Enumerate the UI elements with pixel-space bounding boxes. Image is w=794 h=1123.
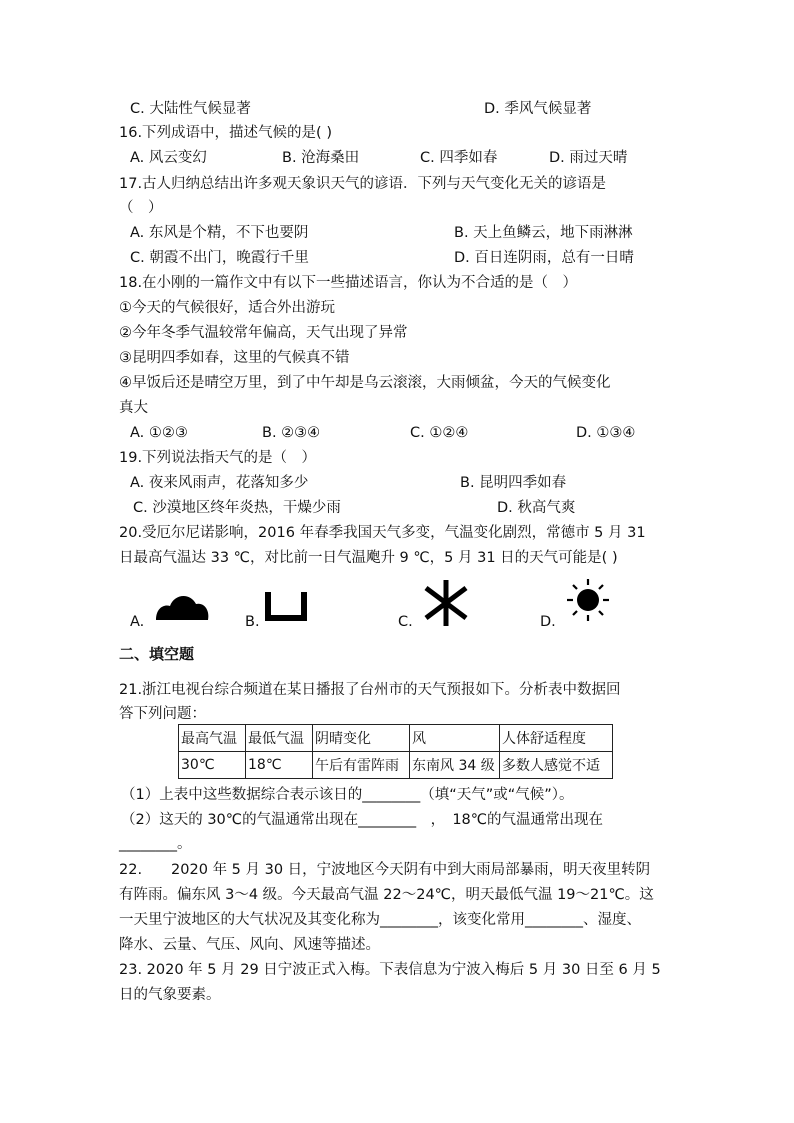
table-cell: 30℃: [179, 752, 246, 779]
q19-option-d: D. 秋高气爽: [497, 500, 576, 516]
q18-option-a: A. ①②③: [130, 425, 188, 441]
section-heading-fill-in: 二、填空题: [119, 645, 195, 663]
q18-item-2: ②今年冬季气温较常年偏高，天气出现了异常: [119, 325, 408, 341]
table-header-row: [179, 725, 613, 752]
q15-option-d: D. 季风气候显著: [484, 101, 592, 117]
q16-option-d: D. 雨过天晴: [549, 150, 628, 166]
table-cell: 东南风 34 级: [410, 752, 500, 779]
q19-option-c: C. 沙漠地区终年炎热，干燥少雨: [133, 500, 341, 516]
q20-option-b-label: B.: [245, 614, 260, 630]
q20-stem-cont: 日最高气温达 33 ℃，对比前一日气温飑升 9 ℃，5 月 31 日的天气可能是( ): [119, 550, 618, 566]
q17-option-d: D. 百日连阴雨，总有一日晴: [454, 250, 634, 266]
q19-option-b: B. 昆明四季如春: [460, 475, 567, 491]
overcast-icon: [262, 590, 310, 624]
q17-stem: 17.古人归纳总结出许多观天象识天气的谚语．下列与天气变化无关的谚语是: [119, 176, 607, 192]
table-header-cell: 最高气温: [179, 725, 246, 752]
q16-option-a: A. 风云变幻: [130, 150, 207, 166]
q20-option-a-label: A.: [130, 614, 145, 630]
q17-option-a: A. 东风是个精，不下也要阴: [130, 225, 309, 241]
q22-line-4: 降水、云量、气压、风向、风速等描述。: [119, 937, 380, 953]
q18-option-c: C. ①②④: [410, 425, 469, 441]
q19-stem: 19.下列说法指天气的是（ ）: [119, 450, 317, 466]
q17-option-b: B. 天上鱼鳞云，地下雨淋淋: [454, 225, 633, 241]
q18-item-1: ①今天的气候很好，适合外出游玩: [119, 300, 335, 316]
q22-line-3: 一天里宁波地区的大气状况及其变化称为________，该变化常用________、湿度、: [119, 912, 641, 928]
q22-line-2: 有阵雨。偏东风 3～4 级。今天最高气温 22～24℃，明天最低气温 19～21℃。这: [119, 887, 654, 903]
q20-stem: 20.受厄尔尼诺影响，2016 年春季我国天气多变，气温变化剧烈，常德市 5 月 31: [119, 525, 646, 541]
q18-stem: 18.在小刚的一篇作文中有以下一些描述语言，你认为不合适的是（ ）: [119, 275, 578, 291]
table-cell: 午后有雷阵雨: [313, 752, 410, 779]
table-header-cell: 阴晴变化: [313, 725, 410, 752]
q21-sub-question-1: （1）上表中这些数据综合表示该日的________（填“天气”或“气候”）。: [121, 787, 574, 803]
sunny-icon: [564, 576, 612, 624]
table-header-cell: 人体舒适程度: [500, 725, 613, 752]
q18-item-4-cont: 真大: [119, 400, 148, 416]
table-cell: 18℃: [246, 752, 313, 779]
q23-line-1: 23. 2020 年 5 月 29 日宁波正式入梅。下表信息为宁波入梅后 5 月 30 日至 6 月 5: [119, 962, 661, 978]
table-header-cell: 风: [410, 725, 500, 752]
q18-option-d: D. ①③④: [576, 425, 636, 441]
q16-option-c: C. 四季如春: [420, 150, 498, 166]
q22-line-1: 22. 2020 年 5 月 30 日，宁波地区今天阴有中到大雨局部暴雨，明天夜里转阴: [119, 862, 651, 878]
q20-option-c-label: C.: [398, 614, 413, 630]
q23-line-2: 日的气象要素。: [119, 987, 221, 1003]
q20-option-d-label: D.: [540, 614, 556, 630]
q18-option-b: B. ②③④: [262, 425, 321, 441]
q16-option-b: B. 沧海桑田: [282, 150, 360, 166]
weather-forecast-table: [178, 724, 613, 779]
table-row: [179, 752, 613, 779]
q17-option-c: C. 朝霞不出门，晚霞行千里: [130, 250, 309, 266]
q17-stem-bracket: （ ）: [119, 200, 163, 216]
cloudy-icon: [150, 584, 214, 624]
q18-item-3: ③昆明四季如春，这里的气候真不错: [119, 350, 350, 366]
table-header-cell: 最低气温: [246, 725, 313, 752]
q15-option-c: C. 大陆性气候显著: [130, 101, 251, 117]
snow-icon: [418, 578, 474, 628]
q21-stem-cont: 答下列问题：: [119, 706, 206, 722]
q21-sub-question-2-cont: ________。: [119, 836, 192, 852]
table-cell: 多数人感觉不适: [500, 752, 613, 779]
q16-stem: 16.下列成语中，描述气候的是( ): [119, 125, 332, 141]
q18-item-4: ④早饭后还是晴空万里，到了中午却是乌云滚滚，大雨倾盆，今天的气候变化: [119, 375, 611, 391]
q19-option-a: A. 夜来风雨声，花落知多少: [130, 475, 309, 491]
q21-sub-question-2: （2）这天的 30℃的气温通常出现在________ ， 18℃的气温通常出现在: [121, 812, 604, 828]
q21-stem: 21.浙江电视台综合频道在某日播报了台州市的天气预报如下。分析表中数据回: [119, 682, 621, 698]
